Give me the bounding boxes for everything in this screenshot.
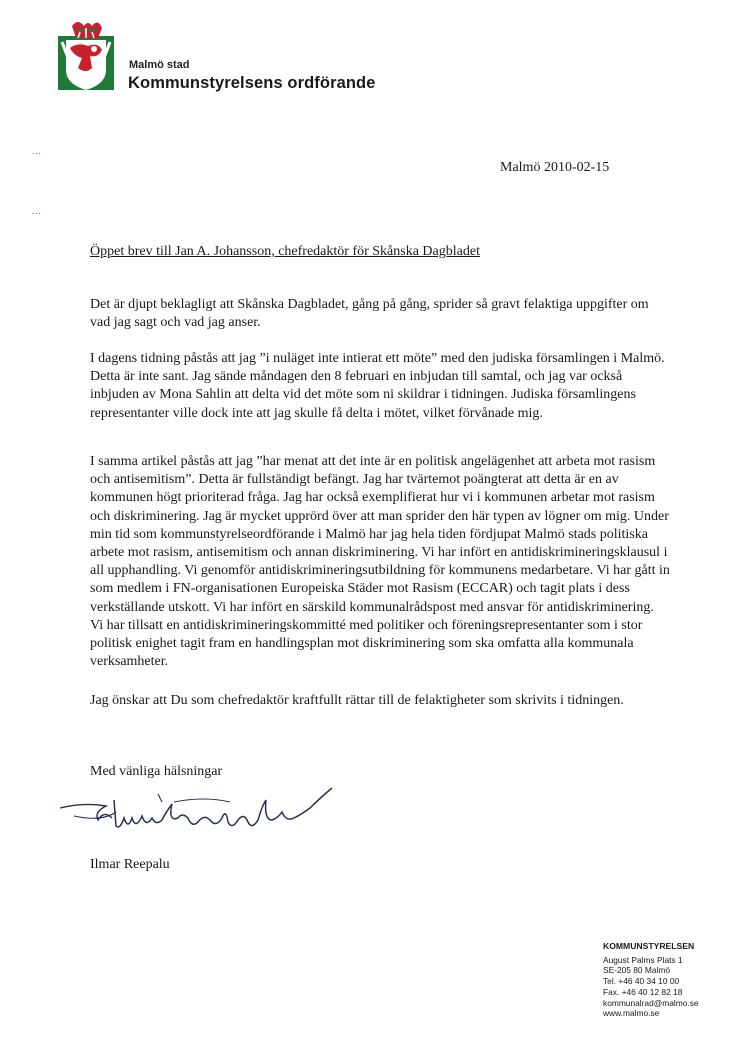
footer-line: Tel. +46 40 34 10 00 [603, 976, 680, 987]
body-paragraph: Jag önskar att Du som chefredaktör kraftfullt rättar till de felaktigheter som skrivits i tidningen. [90, 693, 624, 708]
letter-date: Malmö 2010-02-15 [500, 160, 610, 175]
body-paragraph: I samma artikel påstås att jag ”har menat att det inte är en politisk angelägenhet att arbeta mot rasism och antisemitism”. Detta är fullständigt befängt. Jag har tvärtemot poängterat att detta är en av kommunen högt prioriterad fråga. Jag har också exemplifierat hur vi i kommunen arbetar mot rasism och diskriminering. Jag är mycket upprörd över att man sprider den här typen av lögner om mig. Under min tid som kommunstyrelseordförande i Malmö har jag hela tiden fördjupat Malmö stads politiska arbete mot rasism, antisemitism och annan diskriminering. Vi har infört en antidiskrimineringsklausul i all upphandling. Vi genomför antidiskrimineringsutbildning för kommunens medarbetare. Vi har gått in som medlem i FN-organisationen Europeiska Städer mot Rasism (ECCAR) och tagit plats i dess verkställande utskott. Vi har infört en särskild kommunalrådspost med ansvar för antidiskriminering. Vi har tillsatt en antidiskrimineringskommitté med politiker och föreningsrepresentanter som i stor politisk enighet tagit fram en handlingsplan mot diskriminering som ska omfatta alla kommunala verksamheter. [90, 454, 670, 670]
signer-name: Ilmar Reepalu [90, 857, 170, 872]
body-paragraph: Det är djupt beklagligt att Skånska Dagbladet, gång på gång, sprider så gravt felaktiga uppgifter om vad jag sagt och vad jag anser. [90, 297, 649, 331]
letter-subject: Öppet brev till Jan A. Johansson, chefredaktör för Skånska Dagbladet [90, 244, 480, 259]
footer-address-block [603, 941, 699, 1019]
org-title: Kommunstyrelsens ordförande [128, 74, 376, 92]
handwritten-signature [54, 782, 354, 852]
margin-mark: ... [32, 146, 42, 156]
footer-title: KOMMUNSTYRELSEN [603, 941, 695, 951]
footer-line: Fax. +46 40 12 82 18 [603, 986, 683, 997]
footer-line: SE-205 80 Malmö [603, 965, 671, 976]
footer-line: August Palms Plats 1 [603, 954, 683, 965]
margin-mark: ... [32, 206, 42, 216]
closing-greeting: Med vänliga hälsningar [90, 764, 223, 779]
footer-email: kommunalrad@malmo.se [603, 997, 699, 1008]
body-paragraph: I dagens tidning påstås att jag ”i nuläget inte intierat ett möte” med den judiska församlingen i Malmö. Detta är inte sant. Jag sände måndagen den 8 februari en inbjudan till samtal, och jag var också inbjuden av Mona Sahlin att delta vid det möte som ni skildrar i tidningen. Judiska församlingens representanter ville dock inte att jag skulle få delta i mötet, vilket förvånade mig. [90, 351, 665, 421]
footer-website: www.malmo.se [603, 1008, 660, 1019]
org-name-small: Malmö stad [129, 59, 190, 71]
malmo-coat-of-arms-logo [58, 18, 114, 92]
